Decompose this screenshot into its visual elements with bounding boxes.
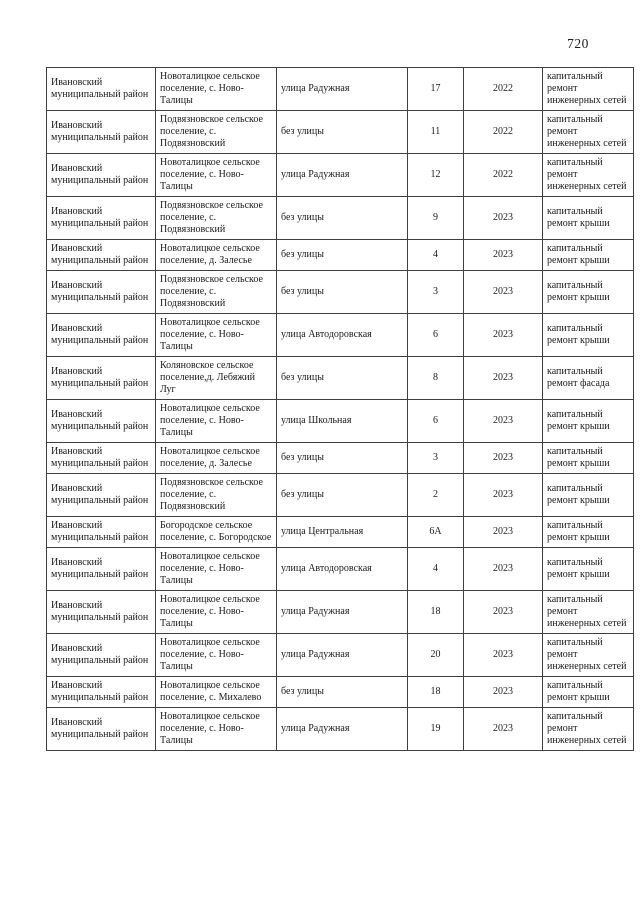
cell-street: улица Центральная <box>277 517 408 548</box>
cell-street: улица Радужная <box>277 154 408 197</box>
cell-repair-type: капитальный ремонт инженерных сетей <box>543 68 634 111</box>
cell-year: 2023 <box>464 400 543 443</box>
cell-street: без улицы <box>277 111 408 154</box>
cell-year: 2023 <box>464 708 543 751</box>
cell-district: Ивановский муниципальный район <box>47 240 156 271</box>
cell-year: 2022 <box>464 68 543 111</box>
cell-settlement: Новоталицкое сельское поселение, с. Ново-Талицы <box>156 634 277 677</box>
cell-street: улица Радужная <box>277 591 408 634</box>
cell-repair-type: капитальный ремонт крыши <box>543 400 634 443</box>
cell-settlement: Подвязновское сельское поселение, с. Подвязновский <box>156 111 277 154</box>
cell-street: улица Радужная <box>277 708 408 751</box>
cell-year: 2023 <box>464 271 543 314</box>
cell-street: без улицы <box>277 357 408 400</box>
cell-district: Ивановский муниципальный район <box>47 677 156 708</box>
cell-street: улица Школьная <box>277 400 408 443</box>
table-row <box>47 271 634 314</box>
cell-repair-type: капитальный ремонт крыши <box>543 314 634 357</box>
cell-house-number: 18 <box>408 591 464 634</box>
cell-house-number: 18 <box>408 677 464 708</box>
cell-repair-type: капитальный ремонт крыши <box>543 677 634 708</box>
cell-house-number: 6А <box>408 517 464 548</box>
cell-year: 2022 <box>464 111 543 154</box>
cell-house-number: 4 <box>408 548 464 591</box>
cell-year: 2023 <box>464 517 543 548</box>
cell-street: без улицы <box>277 197 408 240</box>
cell-settlement: Новоталицкое сельское поселение, с. Ново-Талицы <box>156 154 277 197</box>
cell-settlement: Подвязновское сельское поселение, с. Подвязновский <box>156 197 277 240</box>
cell-year: 2023 <box>464 314 543 357</box>
cell-repair-type: капитальный ремонт инженерных сетей <box>543 634 634 677</box>
cell-district: Ивановский муниципальный район <box>47 634 156 677</box>
cell-repair-type: капитальный ремонт крыши <box>543 474 634 517</box>
table-row <box>47 591 634 634</box>
cell-district: Ивановский муниципальный район <box>47 197 156 240</box>
cell-repair-type: капитальный ремонт крыши <box>543 443 634 474</box>
cell-district: Ивановский муниципальный район <box>47 357 156 400</box>
page-number: 720 <box>567 36 589 51</box>
cell-district: Ивановский муниципальный район <box>47 474 156 517</box>
cell-district: Ивановский муниципальный район <box>47 443 156 474</box>
table-row <box>47 197 634 240</box>
cell-house-number: 6 <box>408 314 464 357</box>
cell-house-number: 3 <box>408 443 464 474</box>
cell-year: 2023 <box>464 357 543 400</box>
table-row <box>47 400 634 443</box>
cell-house-number: 17 <box>408 68 464 111</box>
cell-year: 2022 <box>464 154 543 197</box>
cell-repair-type: капитальный ремонт инженерных сетей <box>543 708 634 751</box>
cell-district: Ивановский муниципальный район <box>47 111 156 154</box>
cell-repair-type: капитальный ремонт фасада <box>543 357 634 400</box>
table-row <box>47 154 634 197</box>
cell-settlement: Подвязновское сельское поселение, с. Подвязновский <box>156 474 277 517</box>
cell-district: Ивановский муниципальный район <box>47 68 156 111</box>
cell-year: 2023 <box>464 591 543 634</box>
cell-settlement: Новоталицкое сельское поселение, д. Залесье <box>156 443 277 474</box>
cell-street: улица Автодоровская <box>277 314 408 357</box>
table-row <box>47 314 634 357</box>
cell-year: 2023 <box>464 197 543 240</box>
cell-settlement: Коляновское сельское поселение,д. Лебяжий Луг <box>156 357 277 400</box>
cell-house-number: 12 <box>408 154 464 197</box>
table-body <box>47 68 634 751</box>
cell-house-number: 9 <box>408 197 464 240</box>
cell-house-number: 19 <box>408 708 464 751</box>
cell-street: без улицы <box>277 474 408 517</box>
cell-repair-type: капитальный ремонт крыши <box>543 517 634 548</box>
table-row <box>47 708 634 751</box>
cell-street: улица Радужная <box>277 68 408 111</box>
table-row <box>47 474 634 517</box>
cell-settlement: Новоталицкое сельское поселение, с. Ново-Талицы <box>156 591 277 634</box>
cell-district: Ивановский муниципальный район <box>47 591 156 634</box>
cell-street: без улицы <box>277 443 408 474</box>
cell-house-number: 11 <box>408 111 464 154</box>
cell-street: улица Автодоровская <box>277 548 408 591</box>
cell-settlement: Новоталицкое сельское поселение, д. Залесье <box>156 240 277 271</box>
cell-house-number: 8 <box>408 357 464 400</box>
cell-year: 2023 <box>464 474 543 517</box>
cell-house-number: 3 <box>408 271 464 314</box>
cell-district: Ивановский муниципальный район <box>47 400 156 443</box>
cell-house-number: 6 <box>408 400 464 443</box>
cell-street: без улицы <box>277 677 408 708</box>
cell-repair-type: капитальный ремонт крыши <box>543 240 634 271</box>
table-row <box>47 634 634 677</box>
cell-settlement: Новоталицкое сельское поселение, с. Ново-Талицы <box>156 314 277 357</box>
table-row <box>47 357 634 400</box>
cell-street: улица Радужная <box>277 634 408 677</box>
table-row <box>47 443 634 474</box>
table-row <box>47 68 634 111</box>
cell-year: 2023 <box>464 240 543 271</box>
cell-district: Ивановский муниципальный район <box>47 154 156 197</box>
cell-street: без улицы <box>277 271 408 314</box>
cell-repair-type: капитальный ремонт инженерных сетей <box>543 111 634 154</box>
table-row <box>47 240 634 271</box>
repairs-table <box>46 67 634 751</box>
table-row <box>47 111 634 154</box>
cell-repair-type: капитальный ремонт крыши <box>543 271 634 314</box>
cell-repair-type: капитальный ремонт крыши <box>543 197 634 240</box>
cell-year: 2023 <box>464 634 543 677</box>
cell-settlement: Новоталицкое сельское поселение, с. Ново-Талицы <box>156 708 277 751</box>
table-row <box>47 677 634 708</box>
cell-street: без улицы <box>277 240 408 271</box>
cell-district: Ивановский муниципальный район <box>47 314 156 357</box>
cell-repair-type: капитальный ремонт крыши <box>543 548 634 591</box>
cell-year: 2023 <box>464 548 543 591</box>
cell-district: Ивановский муниципальный район <box>47 271 156 314</box>
cell-house-number: 4 <box>408 240 464 271</box>
cell-repair-type: капитальный ремонт инженерных сетей <box>543 591 634 634</box>
cell-house-number: 20 <box>408 634 464 677</box>
cell-district: Ивановский муниципальный район <box>47 708 156 751</box>
cell-settlement: Новоталицкое сельское поселение, с. Ново-Талицы <box>156 400 277 443</box>
cell-settlement: Подвязновское сельское поселение, с. Подвязновский <box>156 271 277 314</box>
cell-house-number: 2 <box>408 474 464 517</box>
cell-settlement: Богородское сельское поселение, с. Богородское <box>156 517 277 548</box>
cell-district: Ивановский муниципальный район <box>47 548 156 591</box>
cell-year: 2023 <box>464 443 543 474</box>
cell-district: Ивановский муниципальный район <box>47 517 156 548</box>
table-row <box>47 548 634 591</box>
cell-settlement: Новоталицкое сельское поселение, с. Ново-Талицы <box>156 68 277 111</box>
cell-settlement: Новоталицкое сельское поселение, с. Михалево <box>156 677 277 708</box>
cell-settlement: Новоталицкое сельское поселение, с. Ново-Талицы <box>156 548 277 591</box>
cell-repair-type: капитальный ремонт инженерных сетей <box>543 154 634 197</box>
cell-year: 2023 <box>464 677 543 708</box>
table-row <box>47 517 634 548</box>
